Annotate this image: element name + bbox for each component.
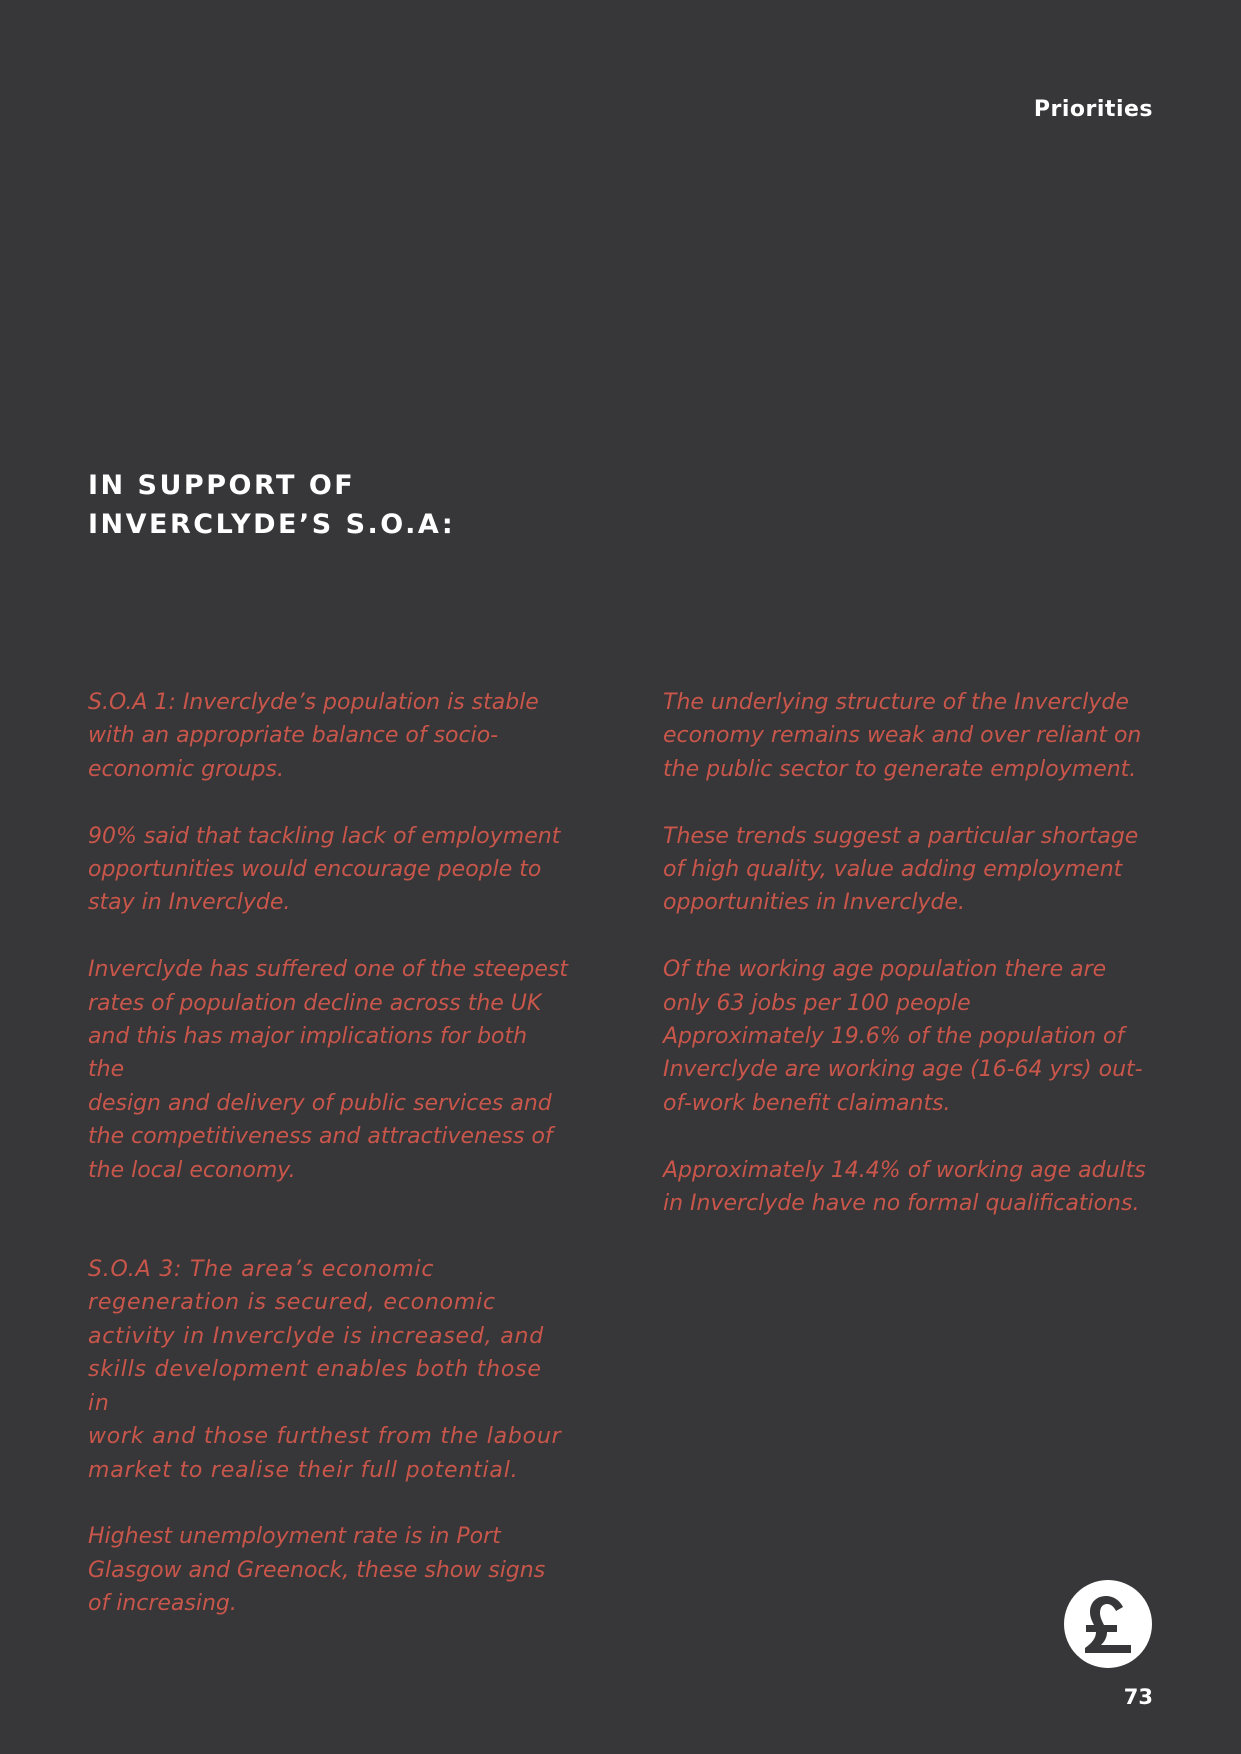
pound-glyph-icon	[1079, 1593, 1137, 1655]
soa3-paragraph: S.O.A 3: The area’s economic regeneration is secured, economic activity in Inverclyde is increased, and skills development enables both those in work and those furthest from the labour market to realise their full potential.	[88, 1257, 562, 1483]
structure-paragraph: The underlying structure of the Inverclyde economy remains weak and over reliant on the public sector to generate employment.	[663, 690, 1142, 782]
section-label: Priorities	[1033, 97, 1153, 122]
trends-paragraph: These trends suggest a particular shortage of high quality, value adding employment opportunities in Inverclyde.	[663, 823, 1139, 916]
unemployment-paragraph: Highest unemployment rate is in Port Glasgow and Greenock, these show signs of increasing.	[88, 1524, 546, 1617]
page-number: 73	[1123, 1685, 1153, 1709]
soa1-paragraph: S.O.A 1: Inverclyde’s population is stable with an appropriate balance of socio- economic groups.	[88, 690, 539, 782]
decline-paragraph: Inverclyde has suffered one of the steepest rates of population decline across the UK and this has major implications for both the design and delivery of public services and the competitiveness and attractiveness of the local economy.	[88, 957, 568, 1183]
page-heading	[88, 466, 455, 544]
jobs-paragraph: Of the working age population there are only 63 jobs per 100 people Approximately 19.6% of the population of Inverclyde are working age (16-64 yrs) out- of-work benefit claimants.	[663, 957, 1143, 1116]
pound-icon	[1064, 1580, 1152, 1668]
right-column	[663, 686, 1153, 1254]
left-column	[88, 686, 568, 1654]
heading-line-1: IN SUPPORT OF	[88, 470, 356, 501]
employment-paragraph: 90% said that tackling lack of employment opportunities would encourage people to stay in Inverclyde.	[88, 823, 561, 916]
qualifications-paragraph: Approximately 14.4% of working age adults in Inverclyde have no formal qualifications.	[663, 1157, 1146, 1217]
heading-line-2: INVERCLYDE’S S.O.A:	[88, 509, 456, 540]
